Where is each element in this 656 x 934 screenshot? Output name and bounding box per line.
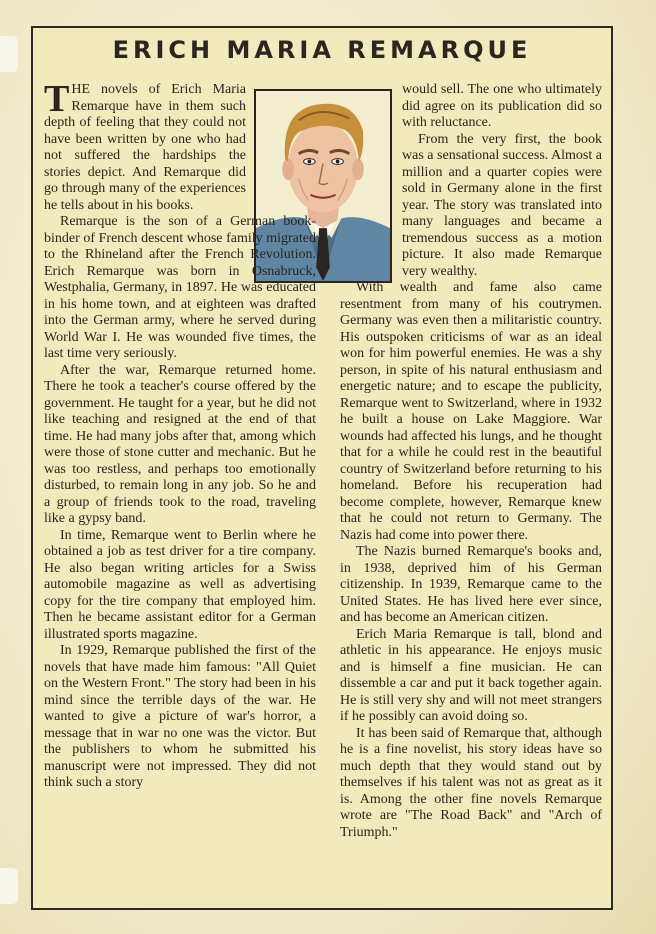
paragraph: The Nazis burned Remarque's books and, in 1938, deprived him of his German citizenship. In 1939, Remarque came to the United States. He has lived here ever since, and has become an American citizen. — [340, 544, 602, 625]
paragraph: In 1929, Remarque published the first of the novels that have made him famous: "All Quiet on the Western Front." The story had been in his mind since the terrible days of the war. He wanted to give a picture of war's horror, a message that in war no one was the victor. But the publishers to whom he submitted his manuscript were not impressed. They did not think such a story — [44, 643, 316, 790]
paragraph: would sell. The one who ultimately did agree on its publication did so with reluctance. — [402, 82, 602, 130]
paragraph — [44, 78, 246, 214]
right-column-top — [340, 82, 602, 280]
left-column — [44, 78, 316, 792]
paragraph: From the very first, the book was a sensational success. Almost a million and a quarter copies were sold in Germany alone in the first year. The story was translated into many languages and became a tremendous success as a motion picture. It also made Remarque very wealthy. — [402, 131, 602, 279]
paragraph: Erich Maria Remarque is tall, blond and athletic in his appearance. He enjoys music and is himself a fine musician. He can dissemble a car and put it back together again. He is still very shy and will not meet strangers if he possibly can avoid doing so. — [340, 626, 602, 724]
left-column-top — [44, 78, 246, 214]
paper-tear-mark — [0, 36, 18, 72]
paragraph: After the war, Remarque returned home. There he took a teacher's course offered by the government. He taught for a year, but he did not like teaching and resigned at the end of that time. He had many jobs after that, among which were those of stone cutter and mechanic. But he was too restless, and perhaps too emotionally disturbed, to remain long in any job. So he and a group of friends took to the road, traveling like a gypsy band. — [44, 362, 316, 526]
drop-cap: T — [44, 78, 70, 120]
paragraph-text: HE novels of Erich Maria Remarque have in them such depth of feeling that they could not have been written by one who had not suffered the hardships the stories depict. And Remarque did go through many of the experiences he tells about in his books. — [44, 82, 246, 213]
paper-tear-mark — [0, 868, 18, 904]
paragraph: It has been said of Remarque that, although he is a fine novelist, his story ideas have so much depth that they would stand out by themselves if his talent was not as great as it is. Among the other fine novels Remarque wrote are "The Road Back" and "Arch of Triumph." — [340, 725, 602, 840]
paragraph: Remarque is the son of a German book-binder of French descent whose family migrated to the Rhineland after the French Revolution. Erich Remarque was born in Osnabruck, Westphalia, Germany, in 1897. He was educated in his home town, and at eighteen was drafted into the German army, where he served during World War I. He was wounded five times, the last time very seriously. — [44, 214, 316, 361]
paragraph: In time, Remarque went to Berlin where he obtained a job as test driver for a tire company. He also began writing articles for a Swiss automobile magazine as well as advertising copy for the tire company that employed him. Then he became assistant editor for a German illustrated sports magazine. — [44, 527, 316, 642]
article-title: ERICH MARIA REMARQUE — [112, 36, 532, 64]
paragraph: With wealth and fame also came resentment from many of his coutrymen. Germany was even then a militaristic country. His outspoken criticisms of war as an ideal won for him powerful enemies. He was a shy person, in spite of his natural enthusiasm and energetic nature; and to escape the publicity, Remarque went to Switzerland, where in 1932 he built a house on Lake Maggiore. War wounds had affected his lungs, and he thought that for a while he could rest in the beautiful country of Switzerland before returning to his homeland. Before his recuperation had become complete, however, Remarque knew that he could not return to Germany. The Nazis had come into power there. — [340, 280, 602, 543]
right-column — [340, 82, 602, 841]
